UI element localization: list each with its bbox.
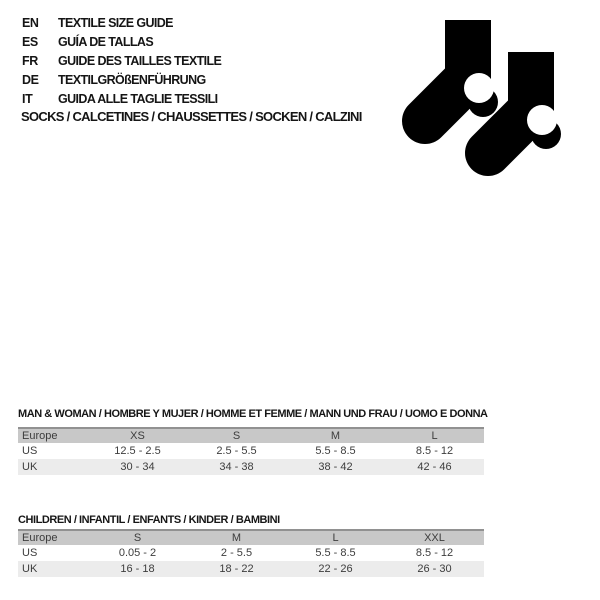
row-label: US (22, 547, 38, 559)
sock-left (425, 20, 498, 121)
size-cell: 0.05 - 2 (118, 547, 157, 559)
language-row (22, 70, 221, 89)
language-code: IT (22, 92, 33, 106)
language-row (22, 51, 221, 70)
table-row-us (18, 545, 484, 561)
header-cell: Europe (22, 430, 58, 442)
language-label: GUIDE DES TAILLES TEXTILE (58, 54, 222, 68)
size-cell: 26 - 30 (417, 563, 452, 575)
size-table-man-woman (18, 427, 484, 475)
language-label: TEXTILE SIZE GUIDE (58, 16, 173, 30)
header-cell: XS (130, 430, 145, 442)
size-cell: 22 - 26 (318, 563, 353, 575)
language-code: ES (22, 35, 38, 49)
size-cell: 12.5 - 2.5 (114, 445, 161, 457)
header-cell: M (330, 430, 341, 442)
language-list (22, 13, 221, 108)
size-cell: 5.5 - 8.5 (315, 547, 356, 559)
size-cell: 16 - 18 (120, 563, 155, 575)
language-row (22, 13, 221, 32)
size-cell: 5.5 - 8.5 (315, 445, 356, 457)
size-cell: 34 - 38 (219, 461, 254, 473)
table-row-uk (18, 459, 484, 475)
sock-right (488, 52, 561, 153)
size-cell: 2.5 - 5.5 (216, 445, 257, 457)
header-cell: Europe (22, 532, 58, 544)
socks-icon (395, 18, 567, 180)
language-label: GUIDA ALLE TAGLIE TESSILI (58, 92, 218, 106)
language-row (22, 32, 221, 51)
row-label: UK (22, 563, 38, 575)
size-cell: 8.5 - 12 (415, 445, 454, 457)
header-cell: L (431, 430, 438, 442)
table-title-children: CHILDREN / INFANTIL / ENFANTS / KINDER / BAMBINI (18, 514, 280, 526)
category-title: SOCKS / CALCETINES / CHAUSSETTES / SOCKEN / CALZINI (21, 109, 362, 124)
table-row-uk (18, 561, 484, 577)
language-code: FR (22, 54, 38, 68)
language-code: EN (22, 16, 39, 30)
table-title-man-woman: MAN & WOMAN / HOMBRE Y MUJER / HOMME ET FEMME / MANN UND FRAU / UOMO E DONNA (18, 408, 488, 420)
size-table-children (18, 529, 484, 577)
language-label: TEXTILGRÖßENFÜHRUNG (58, 73, 206, 87)
size-cell: 38 - 42 (318, 461, 353, 473)
row-label: US (22, 445, 38, 457)
header-cell: S (232, 430, 241, 442)
size-cell: 42 - 46 (417, 461, 452, 473)
language-row (22, 89, 221, 108)
header-cell: XXL (424, 532, 445, 544)
size-cell: 2 - 5.5 (220, 547, 253, 559)
header-cell: L (332, 532, 339, 544)
table-header-row (18, 429, 484, 443)
size-cell: 8.5 - 12 (415, 547, 454, 559)
size-cell: 30 - 34 (120, 461, 155, 473)
header-cell: S (133, 532, 142, 544)
row-label: UK (22, 461, 38, 473)
table-row-us (18, 443, 484, 459)
language-code: DE (22, 73, 39, 87)
language-label: GUÍA DE TALLAS (58, 35, 154, 49)
table-header-row (18, 531, 484, 545)
size-cell: 18 - 22 (219, 563, 254, 575)
header-cell: M (231, 532, 242, 544)
